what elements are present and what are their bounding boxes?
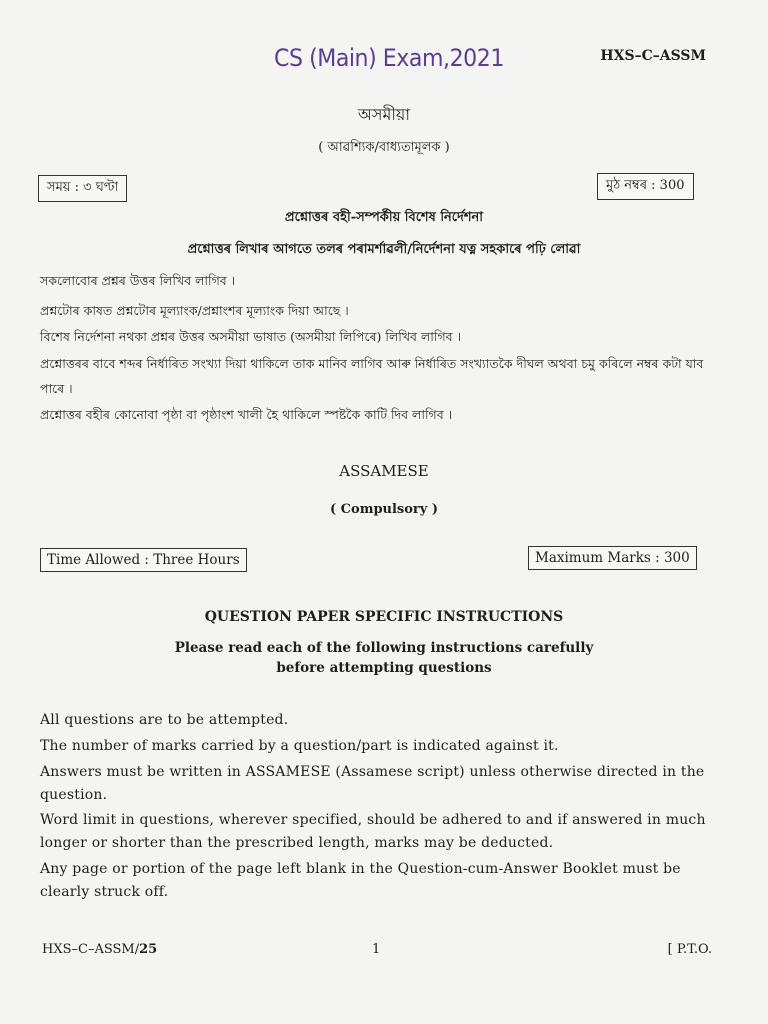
assamese-line: প্ৰশ্নোত্তৰ বহীৰ কোনোবা পৃষ্ঠা বা পৃষ্ঠাংশ খালী হৈ থাকিলে স্পষ্টকৈ কাটি দিব লাগিব । (40, 407, 453, 422)
assamese-line: বিশেষ নিৰ্দেশনা নথকা প্ৰশ্নৰ উত্তৰ অসমীয়া ভাষাত (অসমীয়া লিপিৰে) লিখিব লাগিব । (40, 329, 462, 344)
page-number: 1 (372, 942, 381, 957)
assamese-line: পাৰে । (40, 381, 73, 396)
instruction-line: Any page or portion of the page left blank in the Question-cum-Answer Booklet must be (40, 861, 681, 877)
footer-code (42, 942, 157, 957)
assamese-line: প্ৰশ্নোত্তৰৰ বাবে শব্দৰ নিৰ্ধাৰিত সংখ্যা দিয়া থাকিলে তাক মানিব লাগিব আৰু নিৰ্ধাৰিত সংখ্যাতকৈ দীঘল অথবা চমু কৰিলে নম্বৰ কটা যাব (40, 356, 704, 371)
footer-code-number: 25 (139, 942, 158, 957)
maximum-marks-box: Maximum Marks : 300 (528, 546, 697, 570)
assamese-instr-heading: প্ৰশ্নোত্তৰ বহী-সম্পৰ্কীয় বিশেষ নিৰ্দেশনা (284, 210, 484, 225)
instruction-line: longer or shorter than the prescribed length, marks may be deducted. (40, 835, 554, 851)
instruction-line: clearly struck off. (40, 884, 169, 900)
assamese-marks-box: মুঠ নম্বৰ : 300 (597, 173, 694, 200)
exam-stamp: CS (Main) Exam,2021 (274, 44, 504, 72)
instructions-sub-2: before attempting questions (276, 660, 492, 676)
assamese-instr-subheading: প্ৰশ্নোত্তৰ লিখাৰ আগতে তলৰ পৰামৰ্শাৱলী/নিৰ্দেশনা যত্ন সহকাৰে পঢ়ি লোৱা (187, 242, 581, 257)
instructions-heading: QUESTION PAPER SPECIFIC INSTRUCTIONS (204, 609, 564, 625)
pto-label: [ P.T.O. (667, 942, 712, 957)
instruction-line: Word limit in questions, wherever specified, should be adhered to and if answered in much (40, 812, 706, 828)
assamese-subtitle: ( আৱশ্যিক/বাধ্যতামূলক ) (318, 140, 450, 155)
footer-code-prefix: HXS–C–ASSM/ (42, 942, 140, 957)
instruction-line: The number of marks carried by a question/part is indicated against it. (40, 738, 559, 754)
assamese-line: সকলোবোৰ প্ৰশ্নৰ উত্তৰ লিখিব লাগিব । (40, 273, 236, 288)
instructions-sub-1: Please read each of the following instructions carefully (174, 640, 594, 656)
english-subtitle: ( Compulsory ) (330, 502, 438, 517)
english-title: ASSAMESE (339, 462, 429, 480)
instruction-line: All questions are to be attempted. (40, 712, 289, 728)
assamese-title: অসমীয়া (358, 105, 410, 124)
paper-code: HXS–C–ASSM (600, 48, 706, 64)
assamese-time-box: সময় : ৩ ঘণ্টা (38, 175, 127, 202)
instruction-line: question. (40, 787, 108, 803)
instruction-line: Answers must be written in ASSAMESE (Assamese script) unless otherwise directed in the (40, 764, 705, 780)
assamese-line: প্ৰশ্নটোৰ কাষত প্ৰশ্নটোৰ মূল্যাংক/প্ৰশ্নাংশৰ মূল্যাংক দিয়া আছে । (40, 303, 349, 318)
time-allowed-box: Time Allowed : Three Hours (40, 548, 247, 572)
